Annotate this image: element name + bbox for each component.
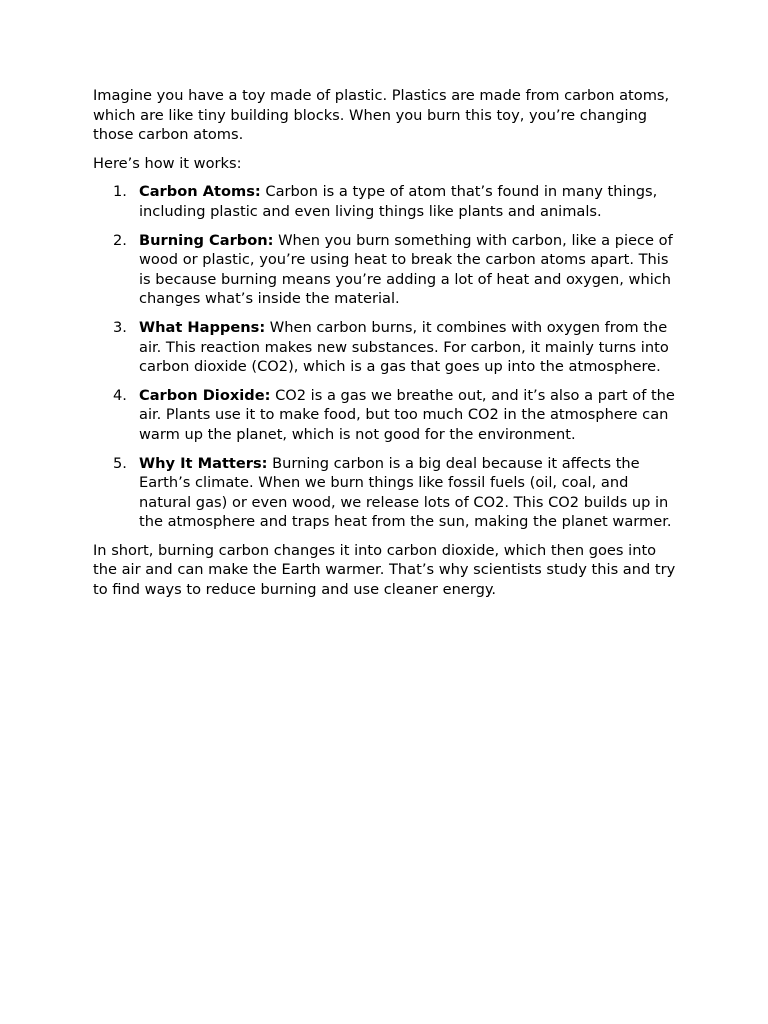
document-page: [93, 86, 677, 609]
list-item-number: 5.: [113, 454, 127, 472]
list-item: [93, 231, 677, 309]
list-item-term: What Happens:: [139, 318, 266, 336]
list-item: [93, 386, 677, 445]
list-item-text: Burning carbon is a big deal because it affects the Earth’s climate. When we burn things like fossil fuels (oil, coal, and natural gas) or even wood, we release lots of CO2. This CO2 builds up in the atmosphere and traps heat from the sun, making the planet warmer.: [139, 454, 672, 531]
list-item-text: Carbon is a type of atom that’s found in many things, including plastic and even living things like plants and animals.: [139, 183, 658, 220]
list-item-text: When you burn something with carbon, like a piece of wood or plastic, you’re using heat to break the carbon atoms apart. This is because burning means you’re adding a lot of heat and oxygen, which changes what’s inside the material.: [139, 231, 673, 308]
lead-in-paragraph: Here’s how it works:: [93, 154, 242, 172]
conclusion-paragraph: In short, burning carbon changes it into carbon dioxide, which then goes into the air and can make the Earth warmer. That’s why scientists study this and try to find ways to reduce burning and use cleaner energy.: [93, 541, 676, 599]
list-item-text: CO2 is a gas we breathe out, and it’s also a part of the air. Plants use it to make food, but too much CO2 in the atmosphere can warm up the planet, which is not good for the environment.: [139, 386, 675, 443]
list-item-number: 2.: [113, 231, 127, 249]
list-item-term: Why It Matters:: [139, 454, 268, 472]
list-item-term: Carbon Dioxide:: [139, 386, 271, 404]
list-item-term: Burning Carbon:: [139, 231, 274, 249]
intro-paragraph: Imagine you have a toy made of plastic. Plastics are made from carbon atoms, which are like tiny building blocks. When you burn this toy, you’re changing those carbon atoms.: [93, 87, 670, 144]
numbered-list: [93, 182, 677, 532]
list-item: [93, 454, 677, 532]
list-item: [93, 182, 677, 221]
list-item-number: 3.: [113, 318, 127, 336]
list-item-text: When carbon burns, it combines with oxygen from the air. This reaction makes new substances. For carbon, it mainly turns into carbon dioxide (CO2), which is a gas that goes up into the atmosphere.: [139, 318, 669, 376]
list-item: [93, 318, 677, 377]
list-item-term: Carbon Atoms:: [139, 183, 261, 201]
list-item-number: 4.: [113, 386, 127, 404]
list-item-number: 1.: [113, 183, 127, 201]
